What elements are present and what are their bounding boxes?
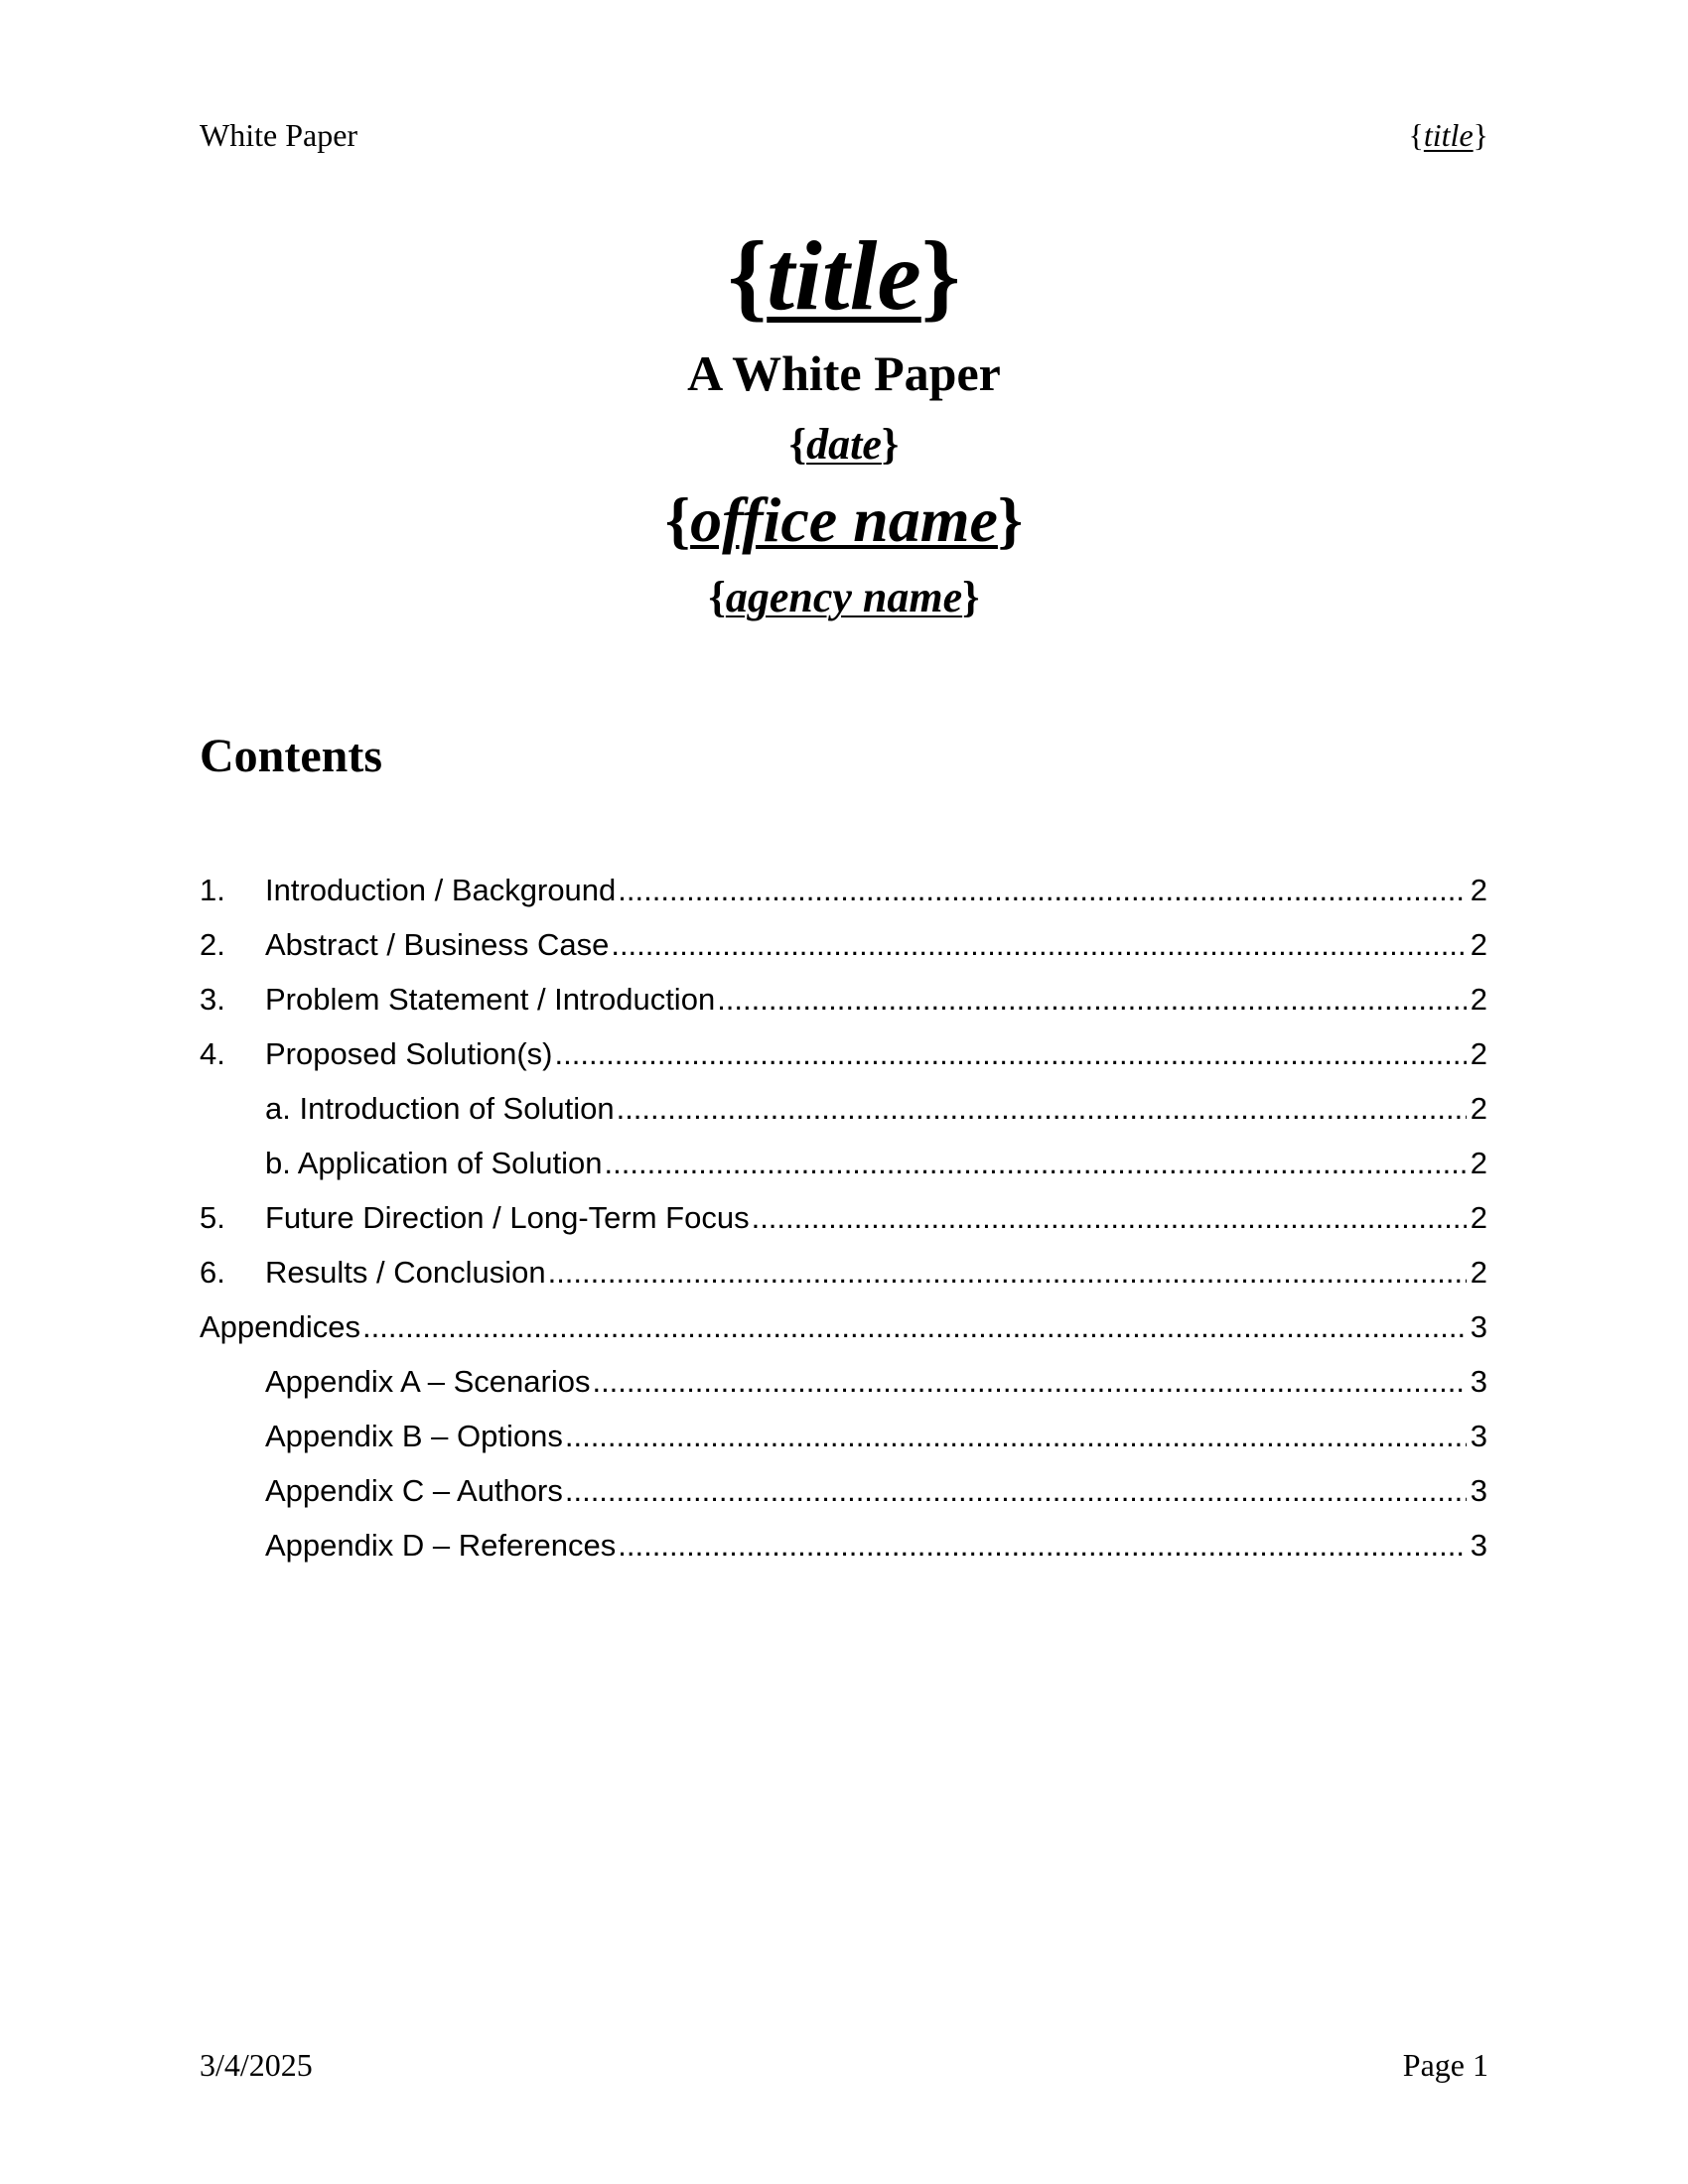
- toc-entry-page: 2: [1470, 1091, 1487, 1126]
- date-brace-open: {: [788, 420, 807, 469]
- footer-page-number: Page 1: [1402, 2047, 1488, 2083]
- contents-heading: Contents: [200, 730, 383, 782]
- toc-entry-label: a. Introduction of Solution: [265, 1091, 615, 1126]
- toc-entry-introduction-of-solution[interactable]: [200, 1089, 1487, 1144]
- toc-entry-label: Problem Statement / Introduction: [265, 982, 716, 1017]
- toc-dot-leader: [617, 1089, 1467, 1129]
- toc-entry-problem-statement[interactable]: [200, 980, 1487, 1034]
- toc-entry-number: 6.: [200, 1255, 225, 1290]
- toc-entry-appendix-a[interactable]: [200, 1362, 1487, 1417]
- toc-entry-page: 3: [1470, 1473, 1487, 1508]
- office-brace-close: }: [997, 484, 1024, 555]
- toc-dot-leader: [592, 1362, 1466, 1402]
- toc-entry-label: Results / Conclusion: [265, 1255, 546, 1290]
- toc-dot-leader: [605, 1144, 1467, 1183]
- toc-dot-leader: [618, 871, 1466, 910]
- toc-entry-page: 2: [1470, 1146, 1487, 1180]
- toc-entry-label: Appendices: [200, 1309, 361, 1344]
- toc-entry-page: 2: [1470, 1200, 1487, 1235]
- toc-entry-label: Appendix C – Authors: [265, 1473, 563, 1508]
- toc-dot-leader: [717, 980, 1467, 1020]
- toc-entry-appendices[interactable]: [200, 1307, 1487, 1362]
- agency-brace-open: {: [708, 573, 726, 621]
- cover-block: [200, 216, 1488, 627]
- document-subtitle: A White Paper: [687, 345, 1001, 401]
- toc-entry-page: 3: [1470, 1309, 1487, 1344]
- toc-entry-number: 1.: [200, 873, 225, 907]
- header-brace-close: }: [1473, 117, 1488, 153]
- header-brace-open: {: [1408, 117, 1424, 153]
- header-document-type: White Paper: [200, 117, 358, 153]
- agency-name: [200, 568, 1488, 627]
- toc-entry-abstract-business-case[interactable]: [200, 925, 1487, 980]
- toc-entry-label: Appendix A – Scenarios: [265, 1364, 591, 1399]
- page-footer: [200, 2045, 1488, 2085]
- toc-dot-leader: [752, 1198, 1467, 1238]
- toc-dot-leader: [611, 925, 1466, 965]
- footer-date: 3/4/2025: [200, 2047, 313, 2083]
- table-of-contents: [200, 871, 1487, 1580]
- toc-dot-leader: [555, 1034, 1467, 1074]
- document-title: [200, 216, 1488, 336]
- toc-entry-page: 3: [1470, 1419, 1487, 1453]
- toc-entry-page: 2: [1470, 1255, 1487, 1290]
- toc-entry-page: 3: [1470, 1528, 1487, 1563]
- office-name: [200, 480, 1488, 560]
- header-title-placeholder: [1409, 115, 1488, 155]
- agency-brace-close: }: [962, 573, 980, 621]
- toc-entry-appendix-d[interactable]: [200, 1526, 1487, 1580]
- toc-entry-label: Appendix B – Options: [265, 1419, 563, 1453]
- header-title-field: title: [1423, 117, 1474, 153]
- title-brace-close: }: [920, 220, 961, 331]
- toc-entry-label: b. Application of Solution: [265, 1146, 603, 1180]
- date-placeholder: date: [806, 420, 882, 469]
- toc-entry-number: 2.: [200, 927, 225, 962]
- toc-entry-proposed-solutions[interactable]: [200, 1034, 1487, 1089]
- title-brace-open: {: [727, 220, 768, 331]
- toc-entry-introduction-background[interactable]: [200, 871, 1487, 925]
- toc-entry-label: Introduction / Background: [265, 873, 617, 907]
- toc-dot-leader: [565, 1471, 1467, 1511]
- toc-entry-number: 3.: [200, 982, 225, 1017]
- toc-entry-application-of-solution[interactable]: [200, 1144, 1487, 1198]
- toc-entry-appendix-c[interactable]: [200, 1471, 1487, 1526]
- office-name-placeholder: office name: [690, 484, 998, 555]
- toc-dot-leader: [565, 1417, 1467, 1456]
- toc-entry-future-direction[interactable]: [200, 1198, 1487, 1253]
- toc-dot-leader: [618, 1526, 1466, 1566]
- toc-dot-leader: [362, 1307, 1467, 1347]
- date-brace-close: }: [881, 420, 900, 469]
- agency-name-placeholder: agency name: [725, 573, 963, 621]
- document-date: [200, 415, 1488, 475]
- toc-entry-page: 2: [1470, 1036, 1487, 1071]
- toc-entry-page: 3: [1470, 1364, 1487, 1399]
- toc-entry-number: 5.: [200, 1200, 225, 1235]
- toc-entry-results-conclusion[interactable]: [200, 1253, 1487, 1307]
- toc-entry-number: 4.: [200, 1036, 225, 1071]
- toc-entry-label: Abstract / Business Case: [265, 927, 610, 962]
- toc-entry-page: 2: [1470, 927, 1487, 962]
- toc-entry-label: Appendix D – References: [265, 1528, 617, 1563]
- toc-entry-label: Future Direction / Long-Term Focus: [265, 1200, 750, 1235]
- page-header: [200, 115, 1488, 155]
- office-brace-open: {: [664, 484, 691, 555]
- toc-dot-leader: [548, 1253, 1467, 1293]
- toc-entry-page: 2: [1470, 982, 1487, 1017]
- toc-entry-page: 2: [1470, 873, 1487, 907]
- toc-entry-appendix-b[interactable]: [200, 1417, 1487, 1471]
- toc-entry-label: Proposed Solution(s): [265, 1036, 553, 1071]
- title-placeholder: title: [767, 220, 921, 331]
